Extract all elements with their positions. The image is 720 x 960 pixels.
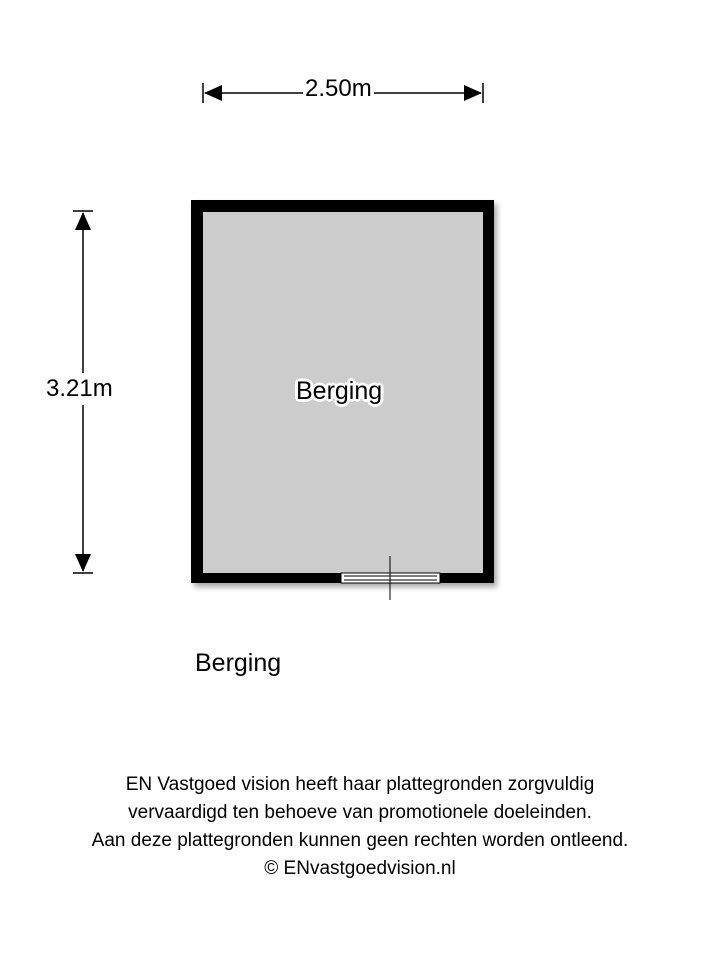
arrow-left-icon xyxy=(204,85,222,101)
room-label: Berging xyxy=(296,377,383,405)
copyright-line: © ENvastgoedvision.nl xyxy=(264,858,456,879)
floor-name: Berging xyxy=(195,649,282,677)
arrow-up-icon xyxy=(75,212,91,230)
width-dimension-label: 2.50m xyxy=(305,75,372,102)
disclaimer-line: Aan deze plattegronden kunnen geen rechten worden ontleend. xyxy=(91,830,629,851)
arrow-right-icon xyxy=(464,85,482,101)
disclaimer-line: EN Vastgoed vision heeft haar plattegronden zorgvuldig xyxy=(125,774,595,795)
height-dimension-label: 3.21m xyxy=(46,373,113,405)
arrow-down-icon xyxy=(75,554,91,572)
disclaimer xyxy=(0,771,720,883)
disclaimer-line: vervaardigd ten behoeve van promotionele doeleinden. xyxy=(128,802,592,823)
